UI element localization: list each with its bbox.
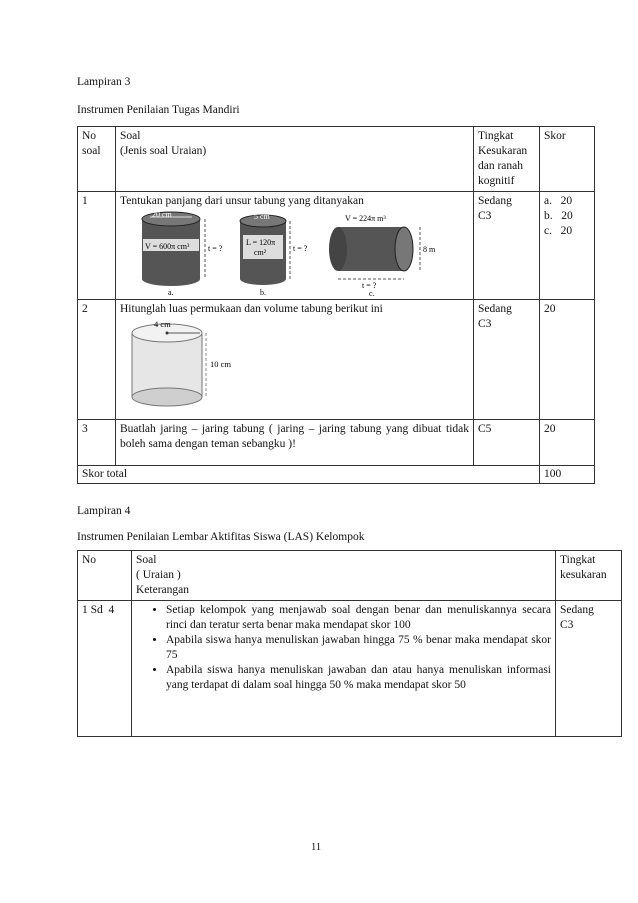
- header-soal-sub: ( Uraian ): [136, 569, 181, 581]
- las-tingkat-ranah: C3: [560, 619, 574, 631]
- row2-skor: 20: [540, 300, 595, 420]
- header-tingkat: Tingkat kesukaran: [556, 551, 622, 601]
- table-header-row: [78, 127, 595, 192]
- row3-skor: 20: [540, 420, 595, 466]
- table-row: [78, 601, 622, 737]
- row3-no: 3: [78, 420, 116, 466]
- lampiran4-table: [77, 550, 622, 737]
- fig-c-label: c.: [369, 289, 375, 297]
- row3-tingkat: C5: [474, 420, 540, 466]
- total-row: [78, 466, 595, 484]
- row1-skor-c: c. 20: [544, 225, 573, 237]
- fig-a-body: V = 600π cm³: [145, 242, 190, 251]
- cylinders-svg: [140, 209, 440, 297]
- row1-soal: [116, 192, 474, 300]
- header-soal-sub2: Keterangan: [136, 584, 189, 596]
- header-no: No: [78, 551, 132, 601]
- fig-c-side: 8 m: [423, 245, 436, 254]
- las-no: 1 Sd 4: [78, 601, 132, 737]
- las-tingkat-level: Sedang: [560, 604, 594, 616]
- row2-tingkat-level: Sedang: [478, 303, 512, 315]
- row1-skor: [540, 192, 595, 300]
- page-number: 11: [311, 842, 322, 853]
- fig-a-side: t = ?: [208, 244, 223, 253]
- fig-b-body-2: cm²: [254, 248, 267, 257]
- las-bullet-list: [136, 603, 551, 693]
- header-soal-label: Soal: [120, 130, 141, 142]
- row2-soal: [116, 300, 474, 420]
- header-no: No soal: [78, 127, 116, 192]
- cylinder-svg: [128, 319, 258, 415]
- list-item: • Apabila siswa hanya menuliskan jawaban dan atau hanya menuliskan informasi yang terdapat di dalam soal hingga 50 % maka mendapat skor 50: [166, 663, 551, 693]
- fig-c-top: V = 224π m³: [345, 214, 386, 223]
- row1-skor-b: b. 20: [544, 210, 573, 222]
- header-soal: [116, 127, 474, 192]
- fig-b-top: 5 cm: [254, 212, 270, 221]
- lampiran4-title: Instrumen Penilaian Lembar Aktifitas Siswa (LAS) Kelompok: [77, 531, 365, 543]
- row3-soal: Buatlah jaring – jaring tabung ( jaring – jaring tabung yang dibuat tidak boleh sama dengan teman sebangku )!: [116, 420, 474, 466]
- fig-b-label: b.: [260, 288, 266, 297]
- fig-a-label: a.: [168, 288, 174, 297]
- row1-tingkat-level: Sedang: [478, 195, 512, 207]
- cylinders-figure: [120, 209, 469, 297]
- las-tingkat: [556, 601, 622, 737]
- row1-tingkat-ranah: C3: [478, 210, 492, 222]
- row2-soal-text: Hitunglah luas permukaan dan volume tabung berikut ini: [120, 303, 383, 315]
- fig-b-body-1: L = 120π: [246, 238, 276, 247]
- list-item: • Setiap kelompok yang menjawab soal dengan benar dan menuliskannya secara rinci dan teratur serta benar maka mendapat skor 100: [166, 603, 551, 633]
- header-soal-sub: (Jenis soal Uraian): [120, 145, 207, 157]
- header-skor: Skor: [540, 127, 595, 192]
- row2-no: 2: [78, 300, 116, 420]
- fig2-top: 4 cm: [154, 319, 171, 329]
- table-row: [78, 300, 595, 420]
- row1-skor-a: a. 20: [544, 195, 573, 207]
- total-label: Skor total: [78, 466, 540, 484]
- list-item: • Apabila siswa hanya menuliskan jawaban hingga 75 % benar maka mendapat skor 75: [166, 633, 551, 663]
- fig2-side: 10 cm: [210, 359, 232, 369]
- row1-no: 1: [78, 192, 116, 300]
- table-row: [78, 420, 595, 466]
- row2-tingkat-ranah: C3: [478, 318, 492, 330]
- lampiran3-table: [77, 126, 595, 484]
- row2-tingkat: [474, 300, 540, 420]
- cylinder-figure: [120, 317, 469, 413]
- lampiran4-heading: Lampiran 4: [77, 505, 131, 517]
- header-soal: [132, 551, 556, 601]
- fig-a-top: 20 cm: [152, 210, 172, 219]
- table-header-row: [78, 551, 622, 601]
- lampiran3-heading: Lampiran 3: [77, 76, 131, 88]
- row1-soal-text: Tentukan panjang dari unsur tabung yang ditanyakan: [120, 195, 364, 207]
- row1-tingkat: [474, 192, 540, 300]
- las-keterangan: [132, 601, 556, 737]
- total-value: 100: [540, 466, 595, 484]
- lampiran3-title: Instrumen Penilaian Tugas Mandiri: [77, 104, 240, 116]
- header-soal-label: Soal: [136, 554, 157, 566]
- table-row: [78, 192, 595, 300]
- fig-c-bottom: t = ?: [362, 281, 377, 290]
- fig-b-side: t = ?: [293, 244, 308, 253]
- header-tingkat: Tingkat Kesukaran dan ranah kognitif: [474, 127, 540, 192]
